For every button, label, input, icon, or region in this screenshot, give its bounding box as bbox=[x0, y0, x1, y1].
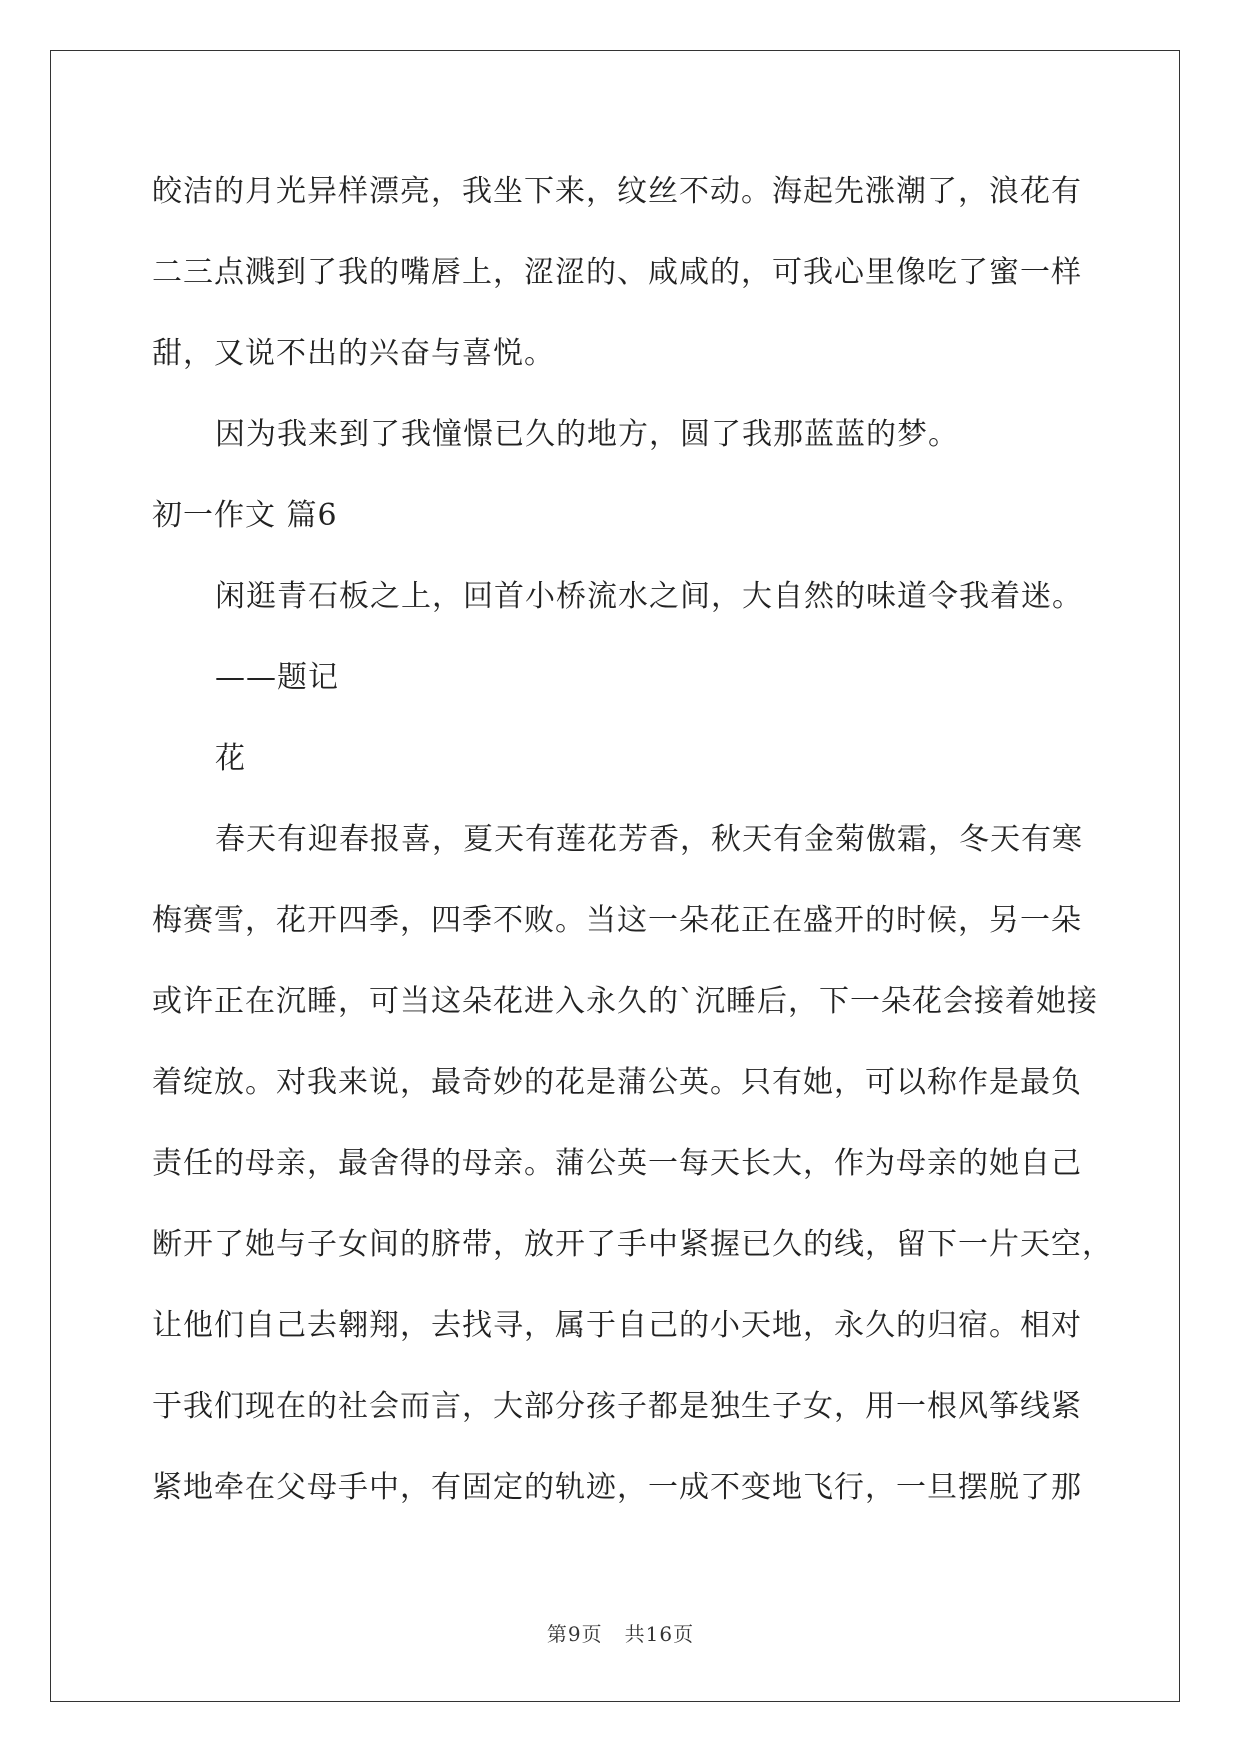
text-line: 闲逛青石板之上，回首小桥流水之间，大自然的味道令我着迷。 bbox=[215, 579, 1083, 614]
document-body bbox=[152, 163, 1113, 1540]
text-line: 梅赛雪，花开四季，四季不败。当这一朵花正在盛开的时候，另一朵 bbox=[152, 903, 1082, 938]
page-total: 共16页 bbox=[624, 1622, 695, 1646]
text-line: 春天有迎春报喜，夏天有莲花芳香，秋天有金菊傲霜，冬天有寒 bbox=[215, 822, 1083, 857]
text-line: 因为我来到了我憧憬已久的地方，圆了我那蓝蓝的梦。 bbox=[215, 417, 959, 452]
text-line: 责任的母亲，最舍得的母亲。蒲公英一每天长大，作为母亲的她自己 bbox=[152, 1146, 1082, 1181]
text-line: 二三点溅到了我的嘴唇上，涩涩的、咸咸的，可我心里像吃了蜜一样 bbox=[152, 255, 1082, 290]
text-line: 于我们现在的社会而言，大部分孩子都是独生子女，用一根风筝线紧 bbox=[152, 1389, 1082, 1424]
text-line: 甜，又说不出的兴奋与喜悦。 bbox=[152, 336, 555, 371]
text-line: 紧地牵在父母手中，有固定的轨迹，一成不变地飞行，一旦摆脱了那 bbox=[152, 1470, 1082, 1505]
text-line: 或许正在沉睡，可当这朵花进入永久的`沉睡后，下一朵花会接着她接 bbox=[152, 984, 1098, 1019]
page-number: 第9页 bbox=[546, 1622, 603, 1646]
page-footer bbox=[0, 1618, 1241, 1647]
text-line: 着绽放。对我来说，最奇妙的花是蒲公英。只有她，可以称作是最负 bbox=[152, 1065, 1082, 1100]
text-line: 让他们自己去翱翔，去找寻，属于自己的小天地，永久的归宿。相对 bbox=[152, 1308, 1082, 1343]
text-line: 皎洁的月光异样漂亮，我坐下来，纹丝不动。海起先涨潮了，浪花有 bbox=[152, 174, 1082, 209]
text-line: 初一作文 篇6 bbox=[152, 498, 338, 533]
text-line: 断开了她与子女间的脐带，放开了手中紧握已久的线，留下一片天空， bbox=[152, 1227, 1113, 1262]
text-line: 花 bbox=[215, 741, 246, 776]
text-line: ——题记 bbox=[215, 660, 339, 695]
